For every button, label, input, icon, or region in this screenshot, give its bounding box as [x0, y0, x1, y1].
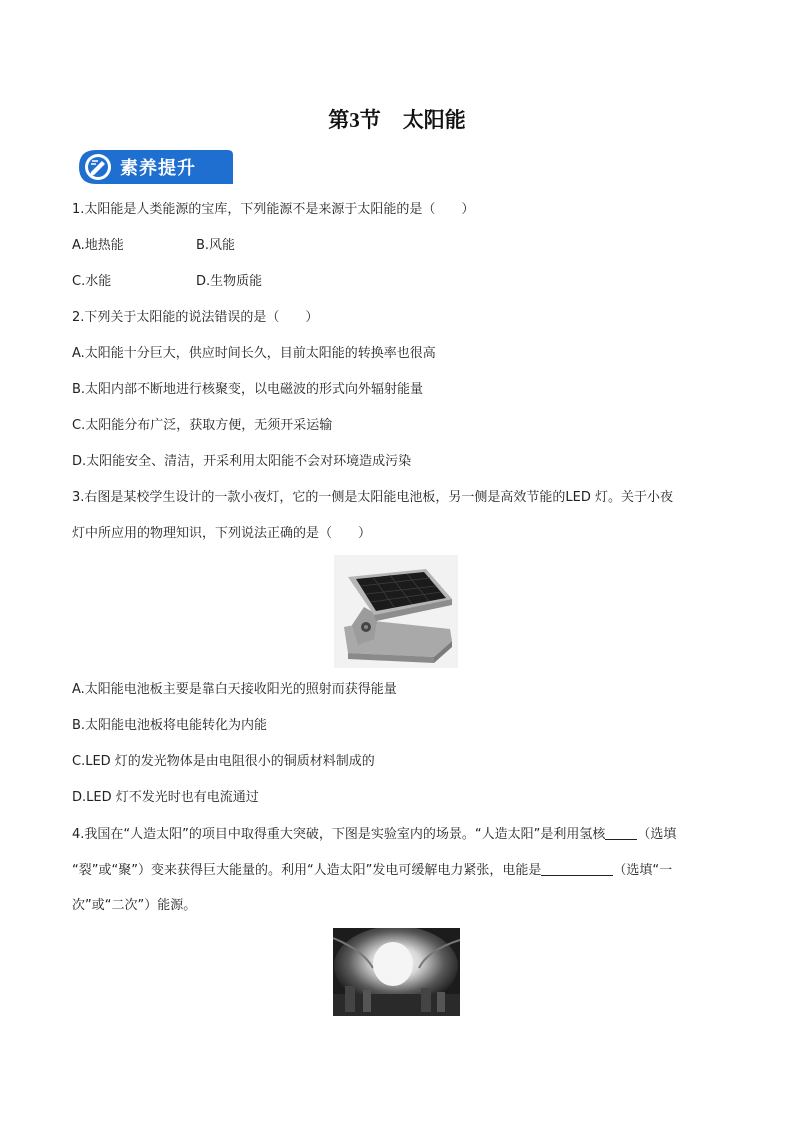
q3-option-a: A.太阳能电池板主要是靠白天接收阳光的照射而获得能量 — [72, 682, 397, 697]
section-banner — [78, 149, 234, 185]
q3-stem-line1: 3.右图是某校学生设计的一款小夜灯，它的一侧是太阳能电池板，另一侧是高效节能的LED 灯。关于小夜 — [72, 490, 674, 505]
q4-line1: 4.我国在“人造太阳”的项目中取得重大突破，下图是实验室内的场景。“人造太阳”是利用氢核 （选填 — [72, 827, 677, 842]
q2-option-c: C.太阳能分布广泛，获取方便，无须开采运输 — [72, 418, 333, 433]
q3-stem-line2: 灯中所应用的物理知识，下列说法正确的是（ ） — [72, 526, 372, 541]
q4-blank-2[interactable] — [541, 861, 613, 876]
q4-blank-1[interactable] — [605, 825, 637, 840]
q1-stem: 1.太阳能是人类能源的宝库，下列能源不是来源于太阳能的是（ ） — [72, 202, 475, 217]
q2-option-b: B.太阳内部不断地进行核聚变，以电磁波的形式向外辐射能量 — [72, 382, 424, 397]
solar-night-light-image — [334, 555, 458, 668]
q2-option-d: D.太阳能安全、清洁，开采利用太阳能不会对环境造成污染 — [72, 454, 412, 469]
pencil-certificate-icon — [85, 154, 111, 180]
q1-option-b: B.风能 — [196, 238, 236, 253]
q3-option-c: C.LED 灯的发光物体是由电阻很小的铜质材料制成的 — [72, 754, 375, 769]
q1-option-d: D.生物质能 — [196, 274, 263, 289]
q2-stem: 2.下列关于太阳能的说法错误的是（ ） — [72, 310, 319, 325]
q4-line3: 次”或“二次”）能源。 — [72, 898, 197, 913]
q1-option-c: C.水能 — [72, 274, 112, 289]
banner-label: 素养提升 — [120, 158, 196, 179]
q1-option-a: A.地热能 — [72, 238, 124, 253]
page-title: 第3节 太阳能 — [328, 107, 466, 132]
artificial-sun-lab-image — [333, 928, 460, 1016]
q3-option-b: B.太阳能电池板将电能转化为内能 — [72, 718, 268, 733]
q3-option-d: D.LED 灯不发光时也有电流通过 — [72, 790, 259, 805]
q2-option-a: A.太阳能十分巨大，供应时间长久，目前太阳能的转换率也很高 — [72, 346, 436, 361]
q4-line2: “裂”或“聚”）变来获得巨大能量的。利用“人造太阳”发电可缓解电力紧张，电能是 （选填“一 — [72, 863, 673, 878]
